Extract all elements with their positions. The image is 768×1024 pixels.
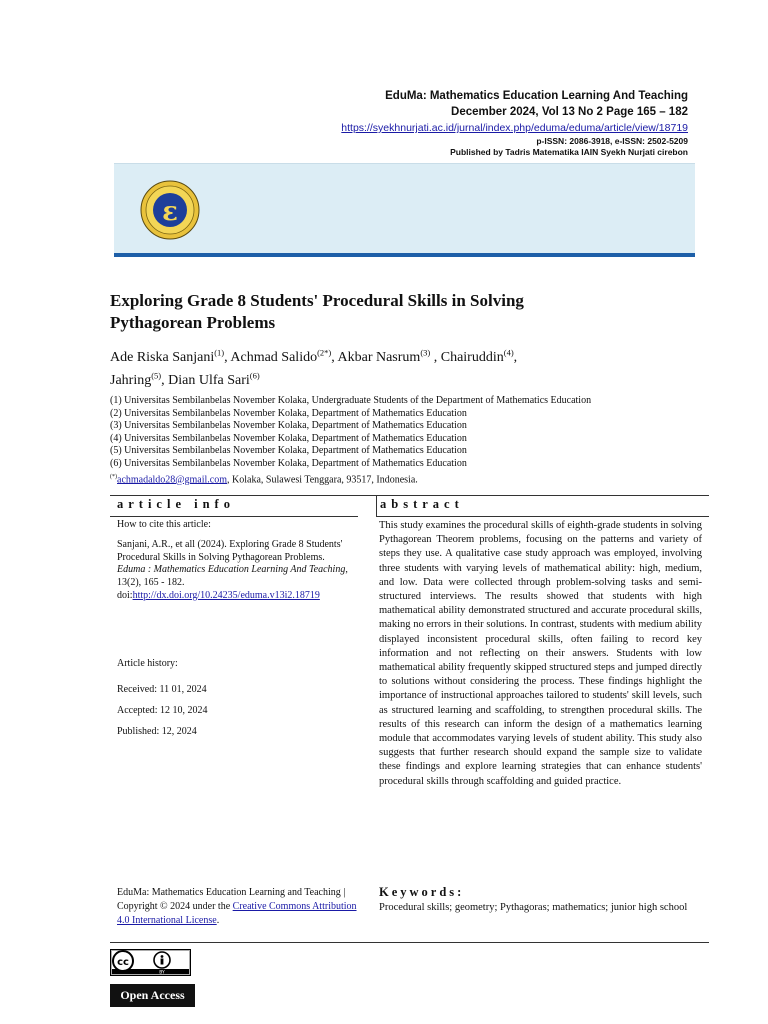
affiliation: (3) Universitas Sembilanbelas November Kolaka, Department of Mathematics Education [110, 420, 467, 432]
keywords-heading: Keywords: [379, 885, 465, 899]
affiliation: (6) Universitas Sembilanbelas November Kolaka, Department of Mathematics Education [110, 457, 467, 469]
abstract-rule [376, 516, 709, 517]
abstract-heading: abstract [380, 497, 464, 511]
logo-letter: ε [162, 197, 178, 227]
article-url-link[interactable]: https://syekhnurjati.ac.id/jurnal/index.php/eduma/eduma/article/view/18719 [341, 122, 688, 134]
issue-info: December 2024, Vol 13 No 2 Page 165 – 182 [451, 106, 688, 118]
corresponding-email: (*)achmadaldo28@gmail.com, Kolaka, Sulawesi Tenggara, 93517, Indonesia. [110, 473, 418, 485]
author: Dian Ulfa Sari$^{(6)}$ [168, 370, 260, 389]
author: Achmad Salido$^{(2*)}$, [230, 347, 338, 365]
issn-info: p-ISSN: 2086-3918, e-ISSN: 2502-5209 [536, 136, 688, 146]
keywords-text: Procedural skills; geometry; Pythagoras; mathematics; junior high school [379, 902, 688, 913]
svg-text:cc: cc [117, 957, 129, 968]
article-info-heading: article info [117, 497, 235, 511]
affiliation: (5) Universitas Sembilanbelas November Kolaka, Department of Mathematics Education [110, 445, 467, 457]
author: Jahring$^{(5)}$, [110, 370, 169, 389]
cc-by-label: BY [159, 970, 165, 976]
author: Ade Riska Sanjani$^{(1)}$, [110, 347, 231, 365]
affiliation-list [110, 395, 710, 486]
accepted-date: Accepted: 12 10, 2024 [117, 705, 208, 716]
author-list [110, 343, 670, 390]
eduma-seal-logo-icon [140, 180, 200, 240]
citation: Sanjani, A.R., et all (2024). Exploring Grade 8 Students' Procedural Skills in Solving Pythagorean Problems. Eduma : Mathematics Education Learning And Teaching, 13(2), 165 - 182. doi:http://dx.doi.org/10.24235/eduma.v13i2.18719 [117, 539, 348, 601]
publisher-info: Published by Tadris Matematika IAIN Syekh Nurjati cirebon [450, 147, 688, 157]
abstract-text: This study examines the procedural skills of eighth-grade students in solving Pythagorean Theorem problems, focusing on the patterns and variety of steps they use. A qualitative case study approach was employed, involving three students with varying levels of mathematical ability: high, medium, and low. Data were collected through problem-solving tasks and semi-structured interviews. The results showed that students with high mathematical ability demonstrated structured and accurate procedural skills, making no errors in their solutions. In contrast, students with medium ability displayed inconsistent procedural skills, often failing to record key information and not reflecting on their answers. Students with low mathematical ability frequently skipped structured steps and jumped directly to solutions without considering the process. These findings highlight the importance of instructional approaches tailored to students' skill levels, such as structured learning and scaffolding, to strengthen procedural skills. The results of this research can inform the design of a mathematics learning module that accommodates varying levels of student ability. This study also suggests that further research should expand the sample size to validate these findings and explore learning strategies that can enhance students' procedural skills through scaffolding and guided practice. [379, 520, 702, 787]
license-link[interactable]: Creative Commons Attribution 4.0 International License [117, 901, 357, 926]
section-bottom-rule [110, 942, 709, 943]
doi-link[interactable]: http://dx.doi.org/10.24235/eduma.v13i2.18719 [132, 589, 320, 601]
open-access-badge: Open Access [110, 984, 195, 1007]
title-line-1: Exploring Grade 8 Students' Procedural Skills in Solving [110, 291, 524, 310]
email-link[interactable]: achmadaldo28@gmail.com [117, 473, 228, 485]
license-text: EduMa: Mathematics Education Learning and Teaching | Copyright © 2024 under the Creative Commons Attribution 4.0 International License. [117, 887, 357, 926]
title-line-2: Pythagorean Problems [110, 313, 276, 332]
received-date: Received: 11 01, 2024 [117, 684, 207, 695]
cite-heading: How to cite this article: [117, 519, 211, 530]
affiliation: (1) Universitas Sembilanbelas November Kolaka, Undergraduate Students of the Department of Mathematics Education [110, 395, 592, 406]
published-date: Published: 12, 2024 [117, 726, 197, 737]
article-title [110, 290, 690, 334]
affiliation: (4) Universitas Sembilanbelas November Kolaka, Department of Mathematics Education [110, 432, 467, 444]
affiliation: (2) Universitas Sembilanbelas November Kolaka, Department of Mathematics Education [110, 407, 467, 419]
section-top-rule [110, 495, 709, 496]
article-info-rule [110, 516, 358, 517]
cc-by-license-icon[interactable] [110, 949, 191, 976]
author: Akbar Nasrum$^{(3)}$ , [337, 347, 441, 365]
column-divider [376, 496, 377, 516]
history-heading: Article history: [117, 658, 178, 669]
journal-title: EduMa: Mathematics Education Learning And Teaching [385, 90, 688, 102]
journal-banner [114, 163, 695, 254]
author: Chairuddin$^{(4)}$, [440, 347, 518, 365]
banner-divider [114, 253, 695, 257]
